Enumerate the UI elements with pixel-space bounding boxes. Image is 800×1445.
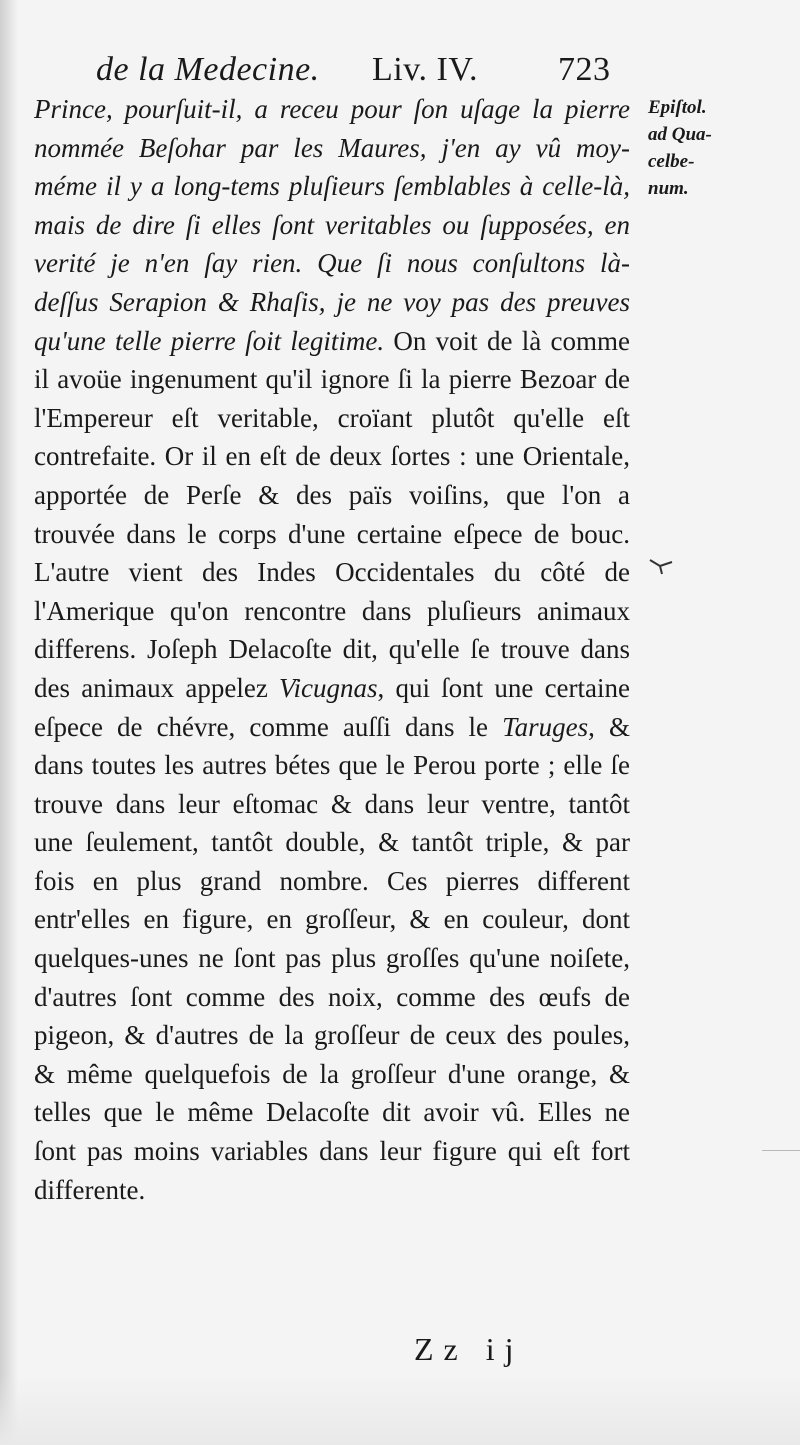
margin-note-line: Epiſtol. <box>648 97 707 118</box>
body-paragraph-part1: On voit de là comme il avoüe ingenument qu'il ignore ſi la pierre Bezoar de l'Empereur eſt veritable, croïant plutôt qu'elle eſt contrefaite. Or il en eſt de deux ſortes : une Orientale, apportée de Perſe & des païs voiſins, que l'on a trouvée dans le corps d'une certaine eſpece de bouc. L'autre vient des Indes Occidentales du côté de l'Amerique qu'on rencontre dans pluſieurs animaux differens. Joſeph Delacoſte dit, qu'elle ſe trouve dans des animaux appelez <box>34 325 630 703</box>
ink-speck-icon <box>648 556 674 576</box>
term-vicugnas: Vicugnas <box>279 672 378 703</box>
page-edge-mark <box>762 1150 800 1151</box>
italic-quote: Prince, pourſuit-il, a receu pour ſon uſage la pierre nommée Beſohar par les Maures, j'en ay vû moy-méme il y a long-tems pluſieurs ſemblables à celle-là, mais de dire ſi elles ſont veritables ou ſupposées, en verité je n'en ſay rien. Que ſi nous conſultons là-deſſus Serapion & Rhaſis, je ne voy pas des preuves qu'une telle pierre ſoit legitime. <box>34 94 630 356</box>
bottom-shadow <box>0 1375 800 1445</box>
page-number: 723 <box>558 51 611 88</box>
term-taruges: Taruges <box>502 711 589 742</box>
margin-note-line: num. <box>648 178 689 199</box>
binding-shadow <box>0 0 18 1445</box>
header-book: Liv. IV. <box>372 51 478 88</box>
body-paragraph-part2: , qui ſont une certaine eſpece de chévre, comme auſſi dans le <box>34 672 630 742</box>
margin-note-line: celbe- <box>648 151 695 172</box>
body-text <box>34 90 630 1350</box>
header-title: de la Medecine. <box>96 51 320 88</box>
signature-mark: Zz ij <box>414 1331 524 1367</box>
margin-note-line: ad Qua- <box>648 124 712 145</box>
margin-note <box>648 94 798 202</box>
body-paragraph-part3: , & dans toutes les autres bétes que le Perou porte ; elle ſe trouve dans leur eſtomac & dans leur ventre, tantôt une ſeulement, tantôt double, & tantôt triple, & par fois en plus grand nombre. Ces pierres different entr'elles en figure, en groſſeur, & en couleur, dont quelques-unes ne ſont pas plus groſſes qu'une noiſete, d'autres ſont comme des noix, comme des œufs de pigeon, & d'autres de la groſſeur de ceux des poules, & même quelquefois de la groſſeur d'une orange, & telles que le même Delacoſte dit avoir vû. Elles ne ſont pas moins variables dans leur figure qui eſt fort differente. <box>34 711 630 1205</box>
